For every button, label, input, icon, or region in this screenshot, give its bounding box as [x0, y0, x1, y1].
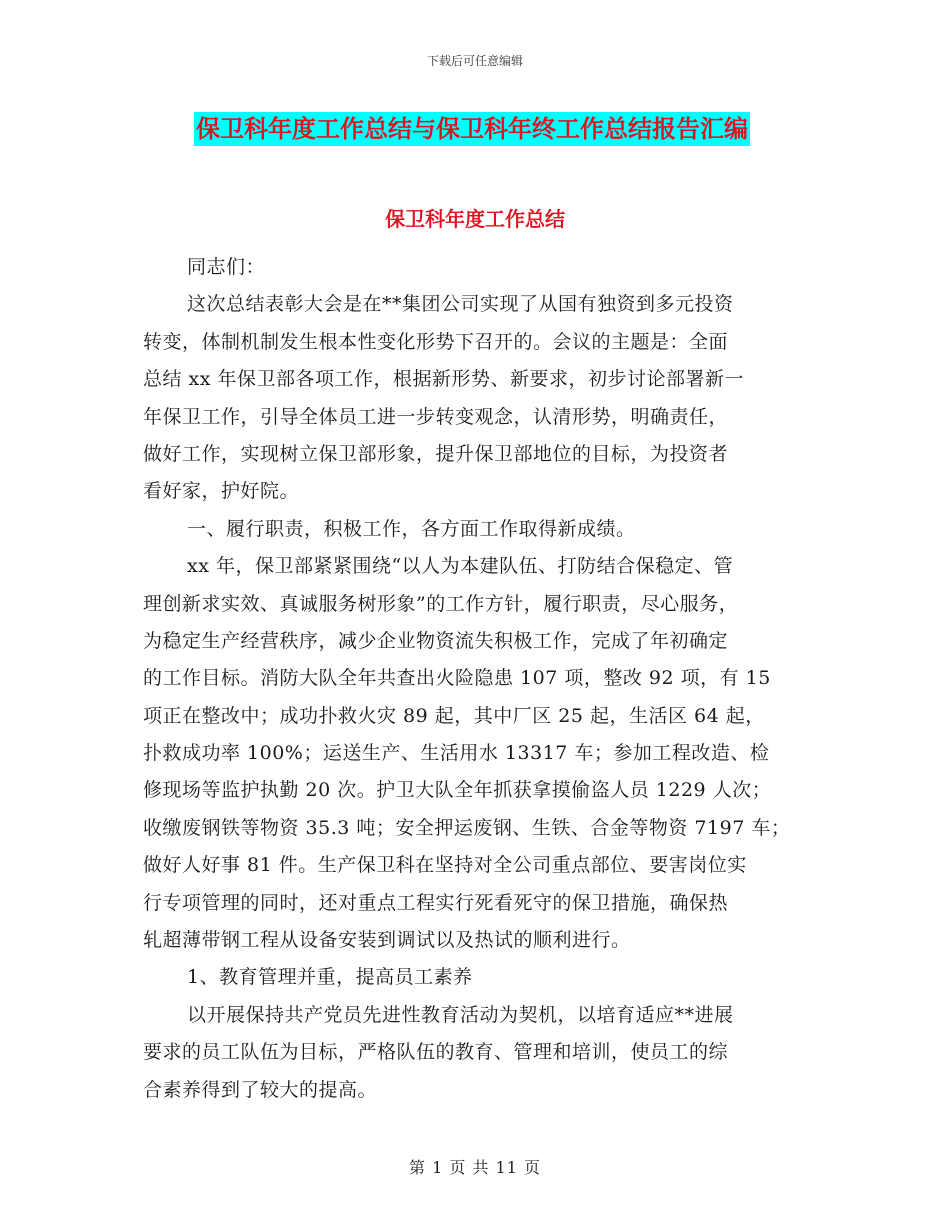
body-text-line: 转变，体制机制发生根本性变化形势下召开的。会议的主题是：全面 [143, 330, 729, 353]
page-number-footer: 第 1 页 共 11 页 [409, 1158, 541, 1177]
body-text-line: 要求的员工队伍为目标，严格队伍的教育、管理和培训，使员工的综 [143, 1041, 729, 1064]
body-text-line: xx 年，保卫部紧紧围绕“以人为本建队伍、打防结合保稳定、管 [187, 555, 734, 578]
body-text-line: 这次总结表彰大会是在**集团公司实现了从国有独资到多元投资 [187, 293, 734, 316]
body-text-line: 项正在整改中；成功扑救火灾 89 起，其中厂区 25 起，生活区 64 起， [143, 704, 765, 727]
body-text-line: 年保卫工作，引导全体员工进一步转变观念，认清形势，明确责任， [143, 405, 729, 428]
body-text-line: 行专项管理的同时，还对重点工程实行死看死守的保卫措施，确保热 [143, 891, 729, 914]
body-text-line: 做好工作，实现树立保卫部形象，提升保卫部地位的目标，为投资者 [143, 442, 729, 465]
body-text-line: 为稳定生产经营秩序，减少企业物资流失积极工作，完成了年初确定 [143, 629, 729, 652]
body-text-line: 总结 xx 年保卫部各项工作，根据新形势、新要求，初步讨论部署新一 [143, 368, 745, 391]
document-section-title: 保卫科年度工作总结 [385, 207, 565, 231]
document-body [143, 249, 833, 1109]
body-text-line: 1、教育管理并重，提高员工素养 [187, 966, 473, 989]
body-text-line: 合素养得到了较大的提高。 [143, 1078, 378, 1101]
page-header-note: 下载后可任意编辑 [426, 54, 523, 68]
body-text-line: 收缴废钢铁等物资 35.3 吨；安全押运废钢、生铁、合金等物资 7197 车； [143, 816, 791, 839]
body-text-line: 修现场等监护执勤 20 次。护卫大队全年抓获拿摸偷盗人员 1229 人次； [143, 779, 772, 802]
body-text-line: 做好人好事 81 件。生产保卫科在坚持对全公司重点部位、要害岗位实 [143, 854, 747, 877]
body-text-line: 同志们： [187, 256, 266, 278]
body-text-line: 以开展保持共产党员先进性教育活动为契机，以培育适应**进展 [187, 1003, 734, 1026]
document-main-title: 保卫科年度工作总结与保卫科年终工作总结报告汇编 [194, 112, 750, 146]
body-text-line: 理创新求实效、真诚服务树形象”的工作方针，履行职责，尽心服务， [143, 592, 739, 615]
body-text-line: 扑救成功率 100%；运送生产、生活用水 13317 车；参加工程改造、检 [143, 742, 770, 765]
body-text-line: 看好家，护好院。 [143, 480, 300, 503]
body-text-line: 的工作目标。消防大队全年共查出火险隐患 107 项，整改 92 项，有 15 [143, 667, 771, 690]
body-text-line: 一、履行职责，积极工作，各方面工作取得新成绩。 [187, 517, 636, 540]
body-text-line: 轧超薄带钢工程从设备安装到调试以及热试的顺利进行。 [143, 929, 631, 952]
